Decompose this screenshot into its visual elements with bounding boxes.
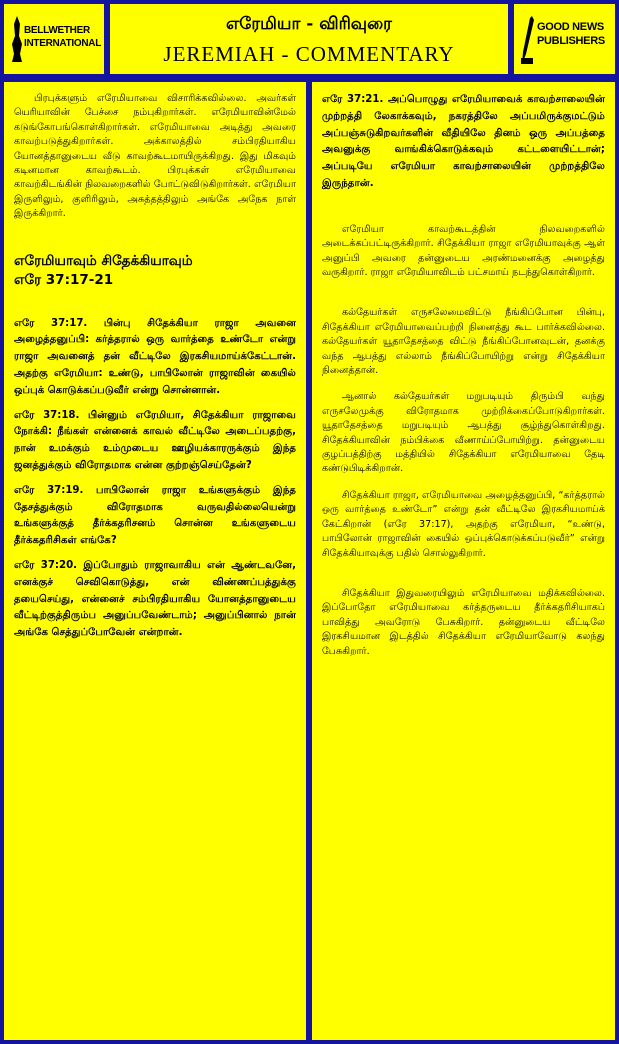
bellwether-logo	[4, 4, 104, 74]
logo-line-1: BELLWETHER	[24, 25, 90, 36]
verse-37-20: எரே 37:20. இப்போதும் ராஜாவாகிய என் ஆண்டவனே, எனக்குச் செவிகொடுத்து, என் விண்ணப்பத்துக்கு தயைசெய்து, என்னைச் சம்பிரதியாகிய யோனத்தானுடைய வீட்டிற்குத்திரும்ப அனுப்பவேண்டாம்; அனுப்பினால் நான் அங்கே செத்துப்போவேன் என்றான்.	[14, 560, 296, 639]
good-news-logo-text	[537, 20, 605, 48]
verse-37-21: எரே 37:21. அப்பொழுது எரேமியாவைக் காவற்சாலையின் முற்றத்தி லேகாக்கவும், நகரத்திலே அப்பமிருக்குமட்டும் அப்பஞ்சுடுகிறவர்களின் வீதியிலே தினம் ஒரு அப்பத்தை அவனுக்கு வாங்கிக்கொடுக்கவும் கட்டளையிட்டான்; அப்படியே எரேமியா காவற்சாலையின் முற்றத்திலே இருந்தான்.	[322, 94, 605, 189]
pen-icon	[520, 14, 536, 66]
commentary-paragraph-2: கல்தேயர்கள் எருசலேமைவிட்டு நீங்கிப்போன பின்பு, சிதேக்கியா எரேமியாவைப்பற்றி நினைத்து கூட பார்க்கவில்லை. கல்தேயர்கள் யூதாதேசத்தை விட்டு நீங்கிப்போனவுடன், தனக்கு வந்த ஆபத்து எல்லாம் நீங்கிப்போயிற்று என்று சிதேக்கியா நினைத்தான்.	[322, 307, 605, 377]
commentary-paragraph-3: ஆனால் கல்தேயர்கள் மறுபடியும் திரும்பி வந்து எருசலேமுக்கு விரோதமாக முற்றிக்கைப்போடுகிறார்கள். யூதாதேசத்தை மறுபடியும் ஆபத்து சூழ்ந்துகொள்கிறது. சிதேக்கியாவின் நம்பிக்கை வீணாய்ப்போயிற்று. தன்னுடைய குழப்பத்திற்கு மத்தியில் சிதேக்கியா எரேமியாவை தேடி கண்டுபிடிக்கிறான்.	[322, 391, 605, 475]
title-english: JEREMIAH - COMMENTARY	[163, 42, 455, 66]
title-tamil: எரேமியா - விரிவுரை	[226, 14, 392, 34]
commentary-paragraph-1: எரேமியா காவற்கூடத்தின் நிலவறைகளில் அடைக்கப்பட்டிருக்கிறார். சிதேக்கியா ராஜா எரேமியாவுக்கு ஆள் அனுப்பி அவரை தன்னுடைய அரண்மனைக்கு அழைத்து வருகிறார். ராஜா எரேமியாவிடம் பட்சமாய் நடந்துகொள்கிறார்.	[322, 223, 605, 278]
section-heading: எரேமியாவும் சிதேக்கியாவும்	[14, 252, 193, 269]
logo-line-1: GOOD NEWS	[537, 21, 604, 33]
bellwether-logo-text	[24, 24, 101, 50]
header-title-panel	[110, 4, 508, 74]
good-news-logo	[514, 4, 615, 74]
commentary-paragraph-5: சிதேக்கியா இதுவரையிலும் எரேமியாவை மதிக்கவில்லை. இப்போதோ எரேமியாவை கர்த்தருடைய தீர்க்கதரிசியாகப் பாவித்து அவரோடு பேசுகிறார். தன்னுடைய வீட்டிலே இரகசியமான இடத்தில் சிதேக்கியா எரேமியாவோடு கலந்து பேசுகிறார்.	[322, 587, 605, 657]
verse-37-17: எரே 37:17. பின்பு சிதேக்கியா ராஜா அவனை அழைத்தனுப்பி: கர்த்தரால் ஒரு வார்த்தை உண்டோ என்று ராஜா அவனைத் தன் வீட்டிலே இரகசியமாய்க்கேட்டான். அதற்கு எரேமியா: உண்டு, பாபிலோன் ராஜாவின் கையில் ஒப்புக் கொடுக்கப்படுவீர் என்று சொன்னான்.	[14, 317, 296, 396]
logo-line-2: INTERNATIONAL	[24, 38, 102, 49]
logo-line-2: PUBLISHERS	[537, 35, 605, 47]
right-column	[312, 82, 615, 1040]
intro-paragraph: பிரபுக்களும் எரேமியாவை விசாரிக்கவில்லை. அவர்கள் யெரியாவின் பேச்சை நம்புகிறார்கள். எரேமியாவின்மேல் கடுங்கோபங்கொள்கிறார்கள். எரேமியாவை அடித்து அவரை காவற்படுத்துகிறார்கள். அக்காலத்தில் சம்பிரதியாகிய யோனத்தானுடைய வீடு காவற்கூடமாயிருக்கிறது. இது மிகவும் கடினமான காவற்கூடம். பிரபுக்கள் எரேமியாவை காவற்கிடங்கின் நிலவறைகளில் போட்டுவிடுகிறார்கள். எரேமியா இருளிலும், குளிரிலும், அசுத்தத்திலும் அங்கே அநேக நாள் இருக்கிறார்.	[14, 93, 296, 220]
verse-37-18: எரே 37:18. பின்னும் எரேமியா, சிதேக்கியா ராஜாவை நோக்கி: நீங்கள் என்னைக் காவல் வீட்டிலே அடைப்பதற்கு, நான் உமக்கும் உம்முடைய ஊழியக்காரருக்கும் இந்த ஜனத்துக்கும் விரோதமாக என்ன குற்றஞ்செய்தேன்?	[14, 409, 296, 472]
left-column	[4, 82, 306, 1040]
bellwether-icon	[10, 14, 24, 64]
commentary-paragraph-4: சிதேக்கியா ராஜா, எரேமியாவை அழைத்தனுப்பி, “கர்த்தரால் ஒரு வார்த்தை உண்டோ” என்று தன் வீட்டிலே இரகசியமாய்க் கேட்கிறான் (எரே 37:17), அதற்கு எரேமியா, “உண்டு, பாபிலோன் ராஜாவின் கையில் ஒப்புக்கொடுக்கப்படுவீர்” என்று சிதேக்கியாவுக்கு பதில் சொல்லுகிறார்.	[322, 489, 605, 559]
verse-37-19: எரே 37:19. பாபிலோன் ராஜா உங்களுக்கும் இந்த தேசத்துக்கும் விரோதமாக வருவதில்லையென்று உங்களுக்குத் தீர்க்கதரிசனம் சொன்ன உங்களுடைய தீர்க்கதரிசிகள் எங்கே?	[14, 484, 296, 547]
section-reference: எரே 37:17-21	[14, 271, 114, 288]
